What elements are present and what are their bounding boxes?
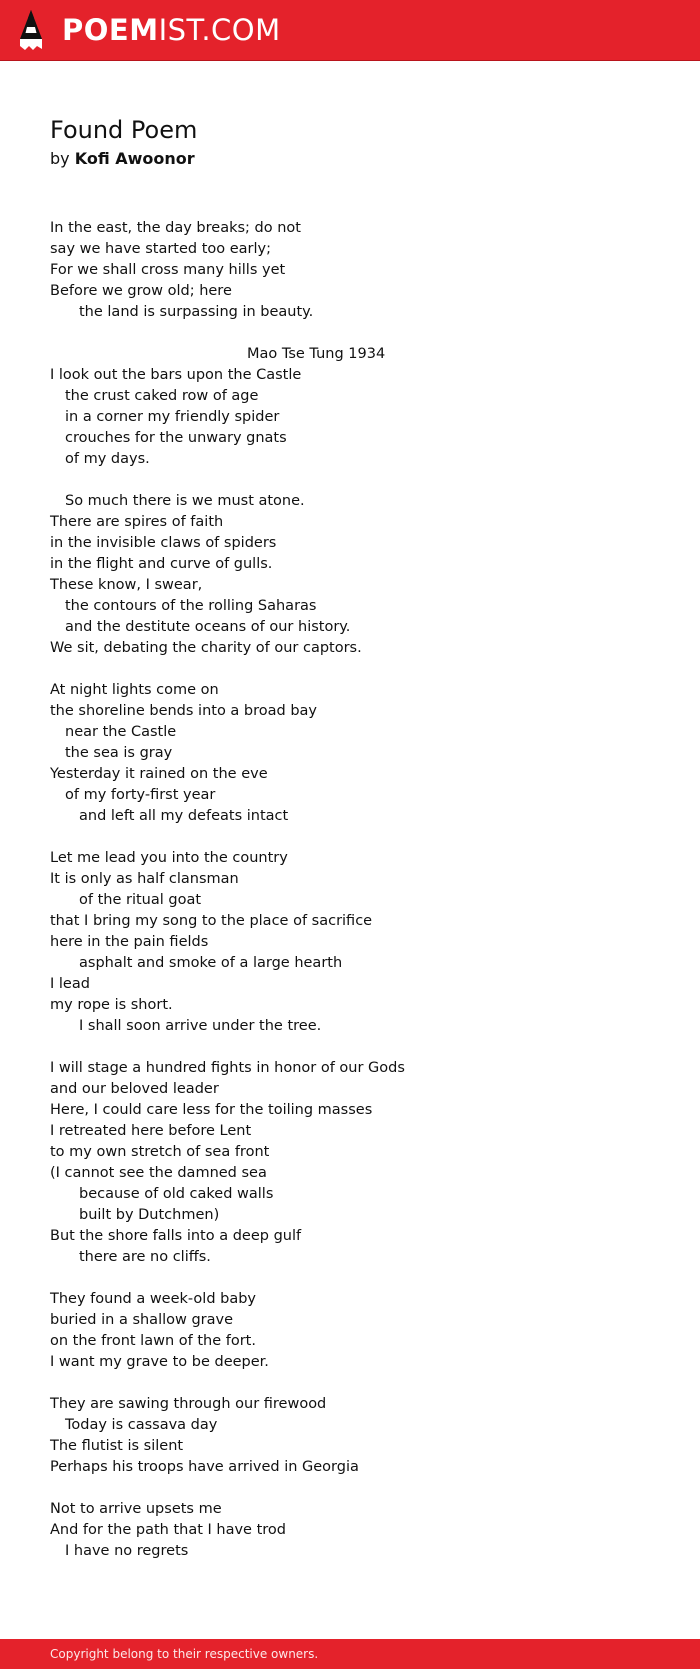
poem-line: I will stage a hundred fights in honor of our Gods [50,1060,405,1076]
poem-line: here in the pain fields [50,934,209,950]
poem-line: asphalt and smoke of a large hearth [79,955,343,971]
poem-line: But the shore falls into a deep gulf [50,1228,302,1244]
poem-line: and left all my defeats intact [79,808,289,824]
poem-line: Before we grow old; here [50,283,232,299]
poem-line: the sea is gray [65,745,173,761]
poem-title: Found Poem [50,116,198,144]
poem-line: built by Dutchmen) [79,1207,220,1223]
poem-line: on the front lawn of the fort. [50,1333,256,1349]
poem-line: I retreated here before Lent [50,1123,252,1139]
site-logo-link[interactable] [18,9,281,51]
poem-line: Here, I could care less for the toiling masses [50,1102,373,1118]
poem-line: For we shall cross many hills yet [50,262,286,278]
poem-line: because of old caked walls [79,1186,274,1202]
poem-line: Today is cassava day [65,1417,218,1433]
poem-line: the shoreline bends into a broad bay [50,703,318,719]
poem-line: of my forty-first year [65,787,216,803]
poem-line: So much there is we must atone. [65,493,305,509]
stanza-break [50,827,650,848]
poem-line: Not to arrive upsets me [50,1501,222,1517]
poem-line: I look out the bars upon the Castle [50,367,302,383]
poem-line: Mao Tse Tung 1934 [247,346,386,362]
poem-line: Let me lead you into the country [50,850,288,866]
poem-line: I shall soon arrive under the tree. [79,1018,322,1034]
poem-line: We sit, debating the charity of our captors. [50,640,362,656]
stanza-break [50,470,650,491]
poem-line: I lead [50,976,90,992]
poem-line: in a corner my friendly spider [65,409,280,425]
stanza-break [50,1268,650,1289]
poem-body [50,218,650,1562]
poem-line: and our beloved leader [50,1081,219,1097]
poem-heading [50,112,650,170]
poem-line: I have no regrets [65,1543,189,1559]
poem-line: there are no cliffs. [79,1249,211,1265]
stanza-break [50,1373,650,1394]
poem-line: the crust caked row of age [65,388,259,404]
poem-line: that I bring my song to the place of sacrifice [50,913,373,929]
poem-line: the contours of the rolling Saharas [65,598,317,614]
site-logo-text [62,9,281,51]
poem-line: I want my grave to be deeper. [50,1354,269,1370]
poem-line: (I cannot see the damned sea [50,1165,267,1181]
stanza-break [50,323,650,344]
stanza-break [50,1478,650,1499]
site-header [0,0,700,61]
byline-prefix: by [50,149,70,168]
logo-text-light: IST.COM [158,13,281,47]
pencil-logo-icon [18,9,44,51]
poem-line: These know, I swear, [50,577,203,593]
poem-line: They found a week-old baby [50,1291,257,1307]
site-footer [0,1639,700,1669]
poem-line: They are sawing through our firewood [50,1396,327,1412]
poem-line: buried in a shallow grave [50,1312,234,1328]
poem-line: The flutist is silent [50,1438,184,1454]
poem-line: of the ritual goat [79,892,202,908]
poem-line: near the Castle [65,724,177,740]
poem-line: It is only as half clansman [50,871,239,887]
poem-line: crouches for the unwary gnats [65,430,287,446]
poem-line: to my own stretch of sea front [50,1144,270,1160]
author-link[interactable]: Kofi Awoonor [74,149,195,168]
poem-line: my rope is short. [50,997,173,1013]
poem-line: There are spires of faith [50,514,224,530]
poem-line: say we have started too early; [50,241,272,257]
poem-line: in the flight and curve of gulls. [50,556,273,572]
stanza-break [50,1037,650,1058]
poem-line: of my days. [65,451,150,467]
poem-line: and the destitute oceans of our history. [65,619,351,635]
poem-line: Yesterday it rained on the eve [50,766,268,782]
poem-byline [50,148,650,170]
poem-line: Perhaps his troops have arrived in Georgia [50,1459,359,1475]
poem-line: the land is surpassing in beauty. [79,304,314,320]
poem-line: At night lights come on [50,682,219,698]
footer-copyright: Copyright belong to their respective owners. [50,1647,319,1661]
poem-line: In the east, the day breaks; do not [50,220,301,236]
poem-line: And for the path that I have trod [50,1522,286,1538]
stanza-break [50,659,650,680]
logo-text-strong: POEM [62,13,159,47]
poem-line: in the invisible claws of spiders [50,535,277,551]
